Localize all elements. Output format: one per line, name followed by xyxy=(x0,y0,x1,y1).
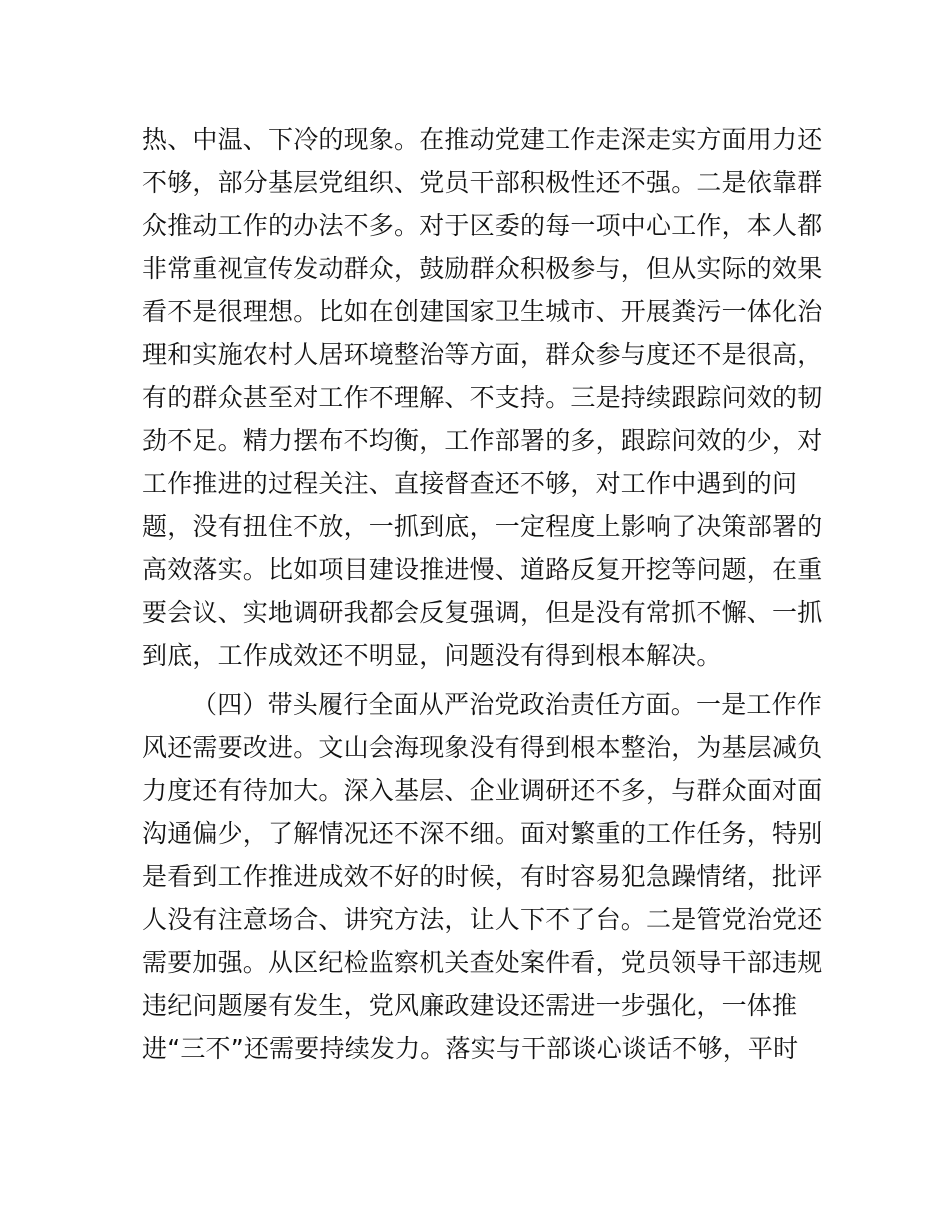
paragraph-line: 众推动工作的办法不多。对于区委的每一项中心工作，本人都 xyxy=(142,211,823,240)
paragraph-line: 有的群众甚至对工作不理解、不支持。三是持续跟踪问效的韧 xyxy=(142,383,823,412)
paragraph-line: 热、中温、下冷的现象。在推动党建工作走深走实方面用力还 xyxy=(142,125,823,154)
paragraph-line: 是看到工作推进成效不好的时候，有时容易犯急躁情绪，批评 xyxy=(142,862,823,891)
paragraph-line: 要会议、实地调研我都会反复强调，但是没有常抓不懈、一抓 xyxy=(142,598,823,627)
paragraph-line: 不够，部分基层党组织、党员干部积极性还不强。二是依靠群 xyxy=(142,168,823,197)
paragraph-line: 看不是很理想。比如在创建国家卫生城市、开展粪污一体化治 xyxy=(142,297,823,326)
paragraph-line: 工作推进的过程关注、直接督查还不够，对工作中遇到的问 xyxy=(142,469,798,498)
paragraph-line: 理和实施农村人居环境整治等方面，群众参与度还不是很高， xyxy=(142,340,823,369)
paragraph-line: 需要加强。从区纪检监察机关查处案件看，党员领导干部违规 xyxy=(142,948,823,977)
paragraph-line: 进“三不”还需要持续发力。落实与干部谈心谈话不够，平时 xyxy=(142,1034,799,1063)
paragraph-2 xyxy=(142,683,823,1070)
paragraph-line: 非常重视宣传发动群众，鼓励群众积极参与，但从实际的效果 xyxy=(142,254,823,283)
paragraph-line: 力度还有待加大。深入基层、企业调研还不多，与群众面对面 xyxy=(142,776,823,805)
document-body xyxy=(142,118,823,1070)
paragraph-line: 沟通偏少，了解情况还不深不细。面对繁重的工作任务，特别 xyxy=(142,819,823,848)
paragraph-line: 风还需要改进。文山会海现象没有得到根本整治，为基层减负 xyxy=(142,733,823,762)
paragraph-line: 到底，工作成效还不明显，问题没有得到根本解决。 xyxy=(142,641,722,670)
paragraph-1 xyxy=(142,118,823,677)
paragraph-line: 题，没有扭住不放，一抓到底，一定程度上影响了决策部署的 xyxy=(142,512,823,541)
paragraph-line: 劲不足。精力摆布不均衡，工作部署的多，跟踪问效的少，对 xyxy=(142,426,823,455)
paragraph-line: （四）带头履行全面从严治党政治责任方面。一是工作作 xyxy=(192,690,823,719)
paragraph-line: 违纪问题屡有发生，党风廉政建设还需进一步强化，一体推 xyxy=(142,991,798,1020)
paragraph-line: 高效落实。比如项目建设推进慢、道路反复开挖等问题，在重 xyxy=(142,555,823,584)
paragraph-line: 人没有注意场合、讲究方法，让人下不了台。二是管党治党还 xyxy=(142,905,823,934)
